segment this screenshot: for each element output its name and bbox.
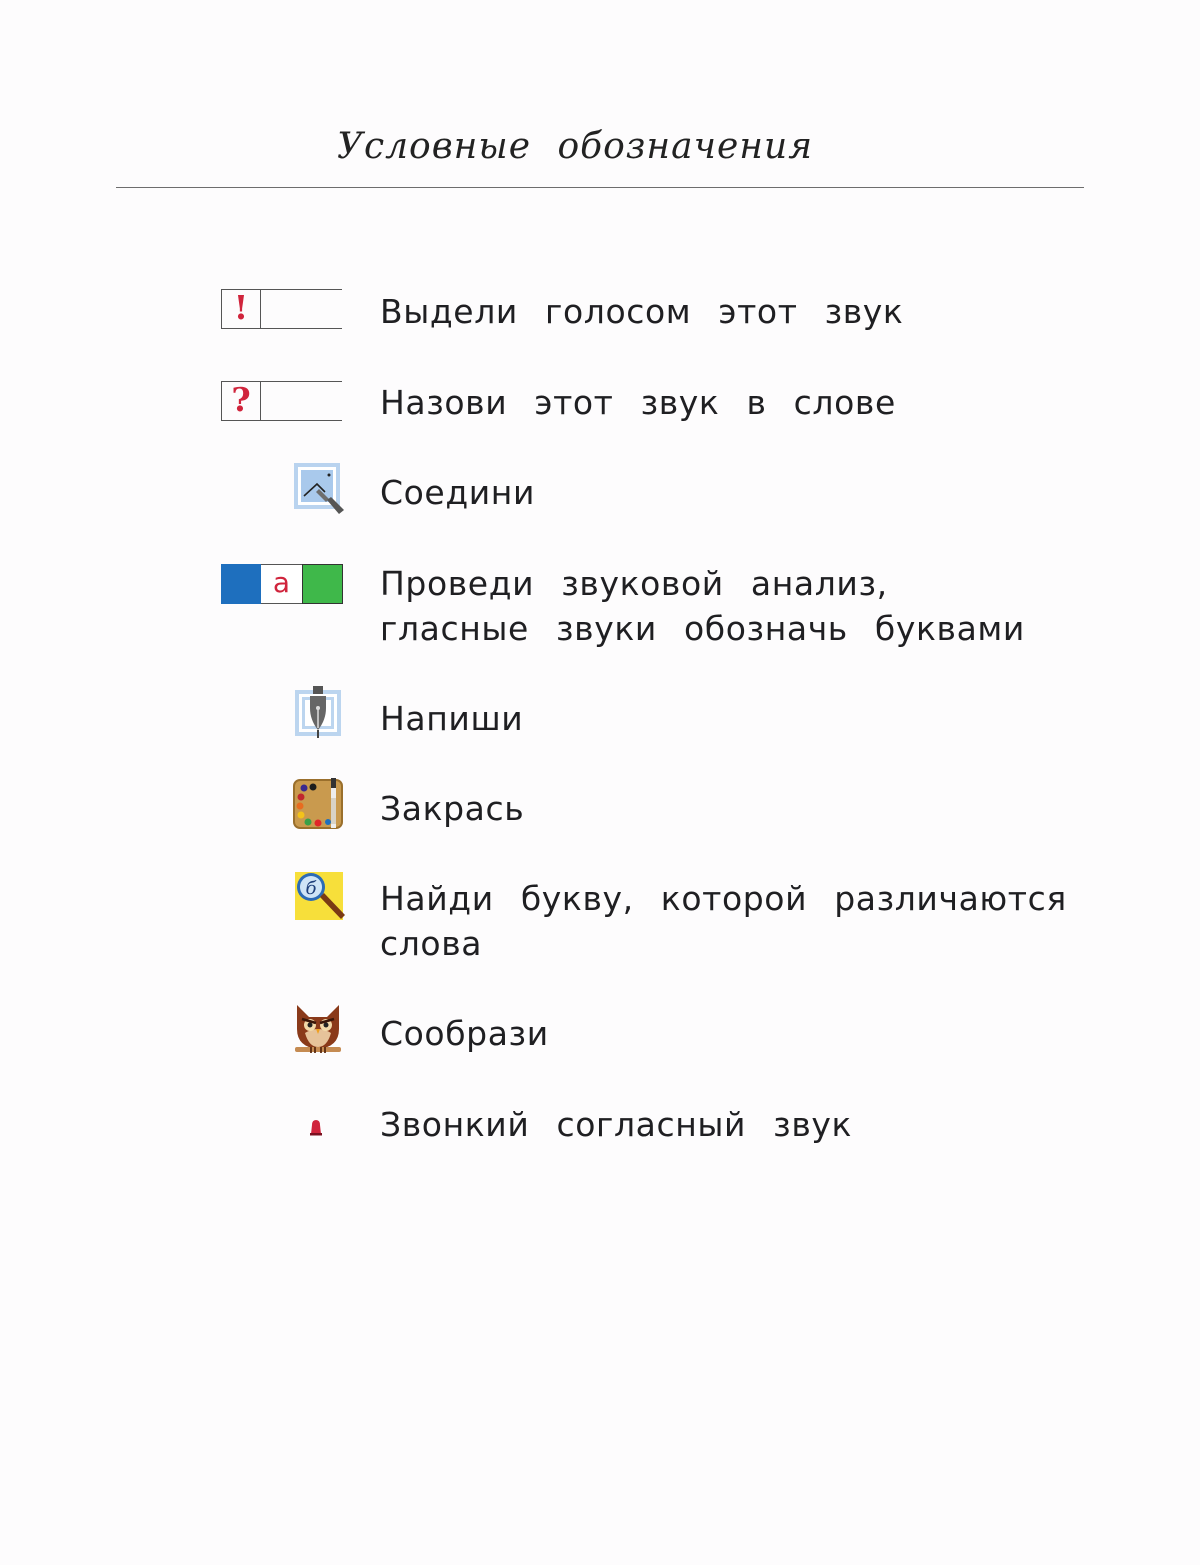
legend-text: Напиши: [380, 699, 524, 738]
owl-icon: [293, 1003, 347, 1059]
legend-text-line-2: слова: [380, 924, 483, 963]
vowel-scheme-icon: [221, 564, 343, 604]
magnifier-icon: [293, 872, 347, 926]
page-title: Условные обозначения: [336, 126, 814, 167]
legend-text: Назови этот звук в слове: [380, 383, 896, 422]
exclamation-mark: !: [221, 289, 261, 329]
legend-text: Выдели голосом этот звук: [380, 292, 904, 331]
question-mark: ?: [221, 381, 261, 421]
magnifier-letter: б: [305, 878, 317, 899]
connect-pen-icon: [293, 462, 347, 518]
bell-icon: [309, 1119, 323, 1137]
vowel-letter-cell: а: [261, 564, 302, 604]
legend-text: Звонкий согласный звук: [380, 1105, 853, 1144]
legend-text: Соедини: [380, 473, 536, 512]
legend-text-line-1: Проведи звуковой анализ,: [380, 564, 888, 603]
palette-icon: [293, 778, 345, 830]
legend-text: Сообрази: [380, 1014, 549, 1053]
legend-text: Закрась: [380, 789, 525, 828]
legend-text-line-1: Найди букву, которой различаются: [380, 879, 1067, 918]
exclamation-scheme-icon: [221, 289, 342, 329]
question-scheme-icon: [221, 381, 342, 421]
consonant-blue-cell: [221, 564, 261, 604]
write-pen-icon: [293, 686, 345, 742]
legend-text-line-2: гласные звуки обозначь буквами: [380, 609, 1025, 648]
consonant-green-cell: [302, 564, 343, 604]
